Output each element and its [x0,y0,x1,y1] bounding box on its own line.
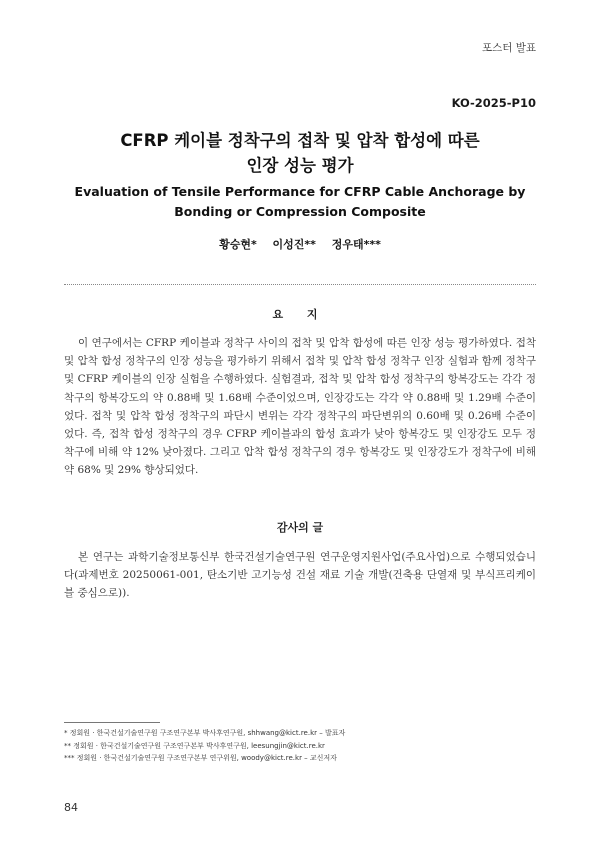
acknowledgement-text: 본 연구는 과학기술정보통신부 한국건설기술연구원 연구운영지원사업(주요사업)으로 수행되었습니다(과제번호 20250061-001, 탄소기반 고기능성 건설 재료 기술 개발(건축용 단열재 및 부식프리케이블 중심으로)). [64,551,536,600]
footnote-divider [64,722,160,723]
page-number: 84 [64,801,78,814]
author-1: 황승현* [219,238,257,251]
section-label: 포스터 발표 [481,42,536,54]
author-list [0,236,600,252]
paper-code: KO-2025-P10 [451,96,536,110]
title-english [0,182,600,222]
title-english-line-1: Evaluation of Tensile Performance for CFRP Cable Anchorage by [74,184,526,199]
footnotes [64,727,345,765]
abstract-heading: 요 지 [272,308,328,321]
author-3: 정우태*** [331,238,381,251]
title-korean-line-2: 인장 성능 평가 [246,156,354,175]
author-2: 이성진** [272,238,316,251]
footnote-3: *** 정회원 · 한국건설기술연구원 구조연구본부 연구위원, woody@kict.re.kr – 교신저자 [64,754,337,762]
acknowledgement-heading: 감사의 글 [276,521,324,534]
footnote-1: * 정회원 · 한국건설기술연구원 구조연구본부 박사후연구원, shhwang@kict.re.kr – 발표자 [64,729,346,737]
title-korean [0,128,600,178]
title-korean-line-1: CFRP 케이블 정착구의 접착 및 압착 합성에 따른 [120,131,480,150]
title-english-line-2: Bonding or Compression Composite [174,204,426,219]
abstract-text: 이 연구에서는 CFRP 케이블과 정착구 사이의 접착 및 압착 합성에 따른 인장 성능 평가하였다. 접착 및 압착 합성 정착구의 인장 성능을 평가하기 위해서 접착 및 압착 합성 정착구 인장 실험과 함께 정착구 및 CFRP 케이블의 인장 실험을 수행하였다. 실험결과, 접착 및 압착 합성 정착구의 항복강도는 각각 정착구의 항복강도의 약 0.88배 및 1.68배 수준이었으며, 인장강도는 각각 약 0.88배 및 1.29배 수준이었다. 접착 및 압착 합성 정착구의 파단시 변위는 각각 정착구의 파단변위의 0.60배 및 0.26배 수준이었다. 즉, 접착 합성 정착구의 경우 CFRP 케이블과의 합성 효과가 낮아 항복강도 및 인장강도 모두 정착구에 비해 약 12% 낮아졌다. 그리고 압착 합성 정착구의 경우 항복강도 및 인장강도가 정착구에 비해 약 68% 및 29% 향상되었다. [64,337,536,477]
section-divider [64,284,536,285]
footnote-2: ** 정회원 · 한국건설기술연구원 구조연구본부 박사후연구원, leesungjin@kict.re.kr [64,741,325,750]
